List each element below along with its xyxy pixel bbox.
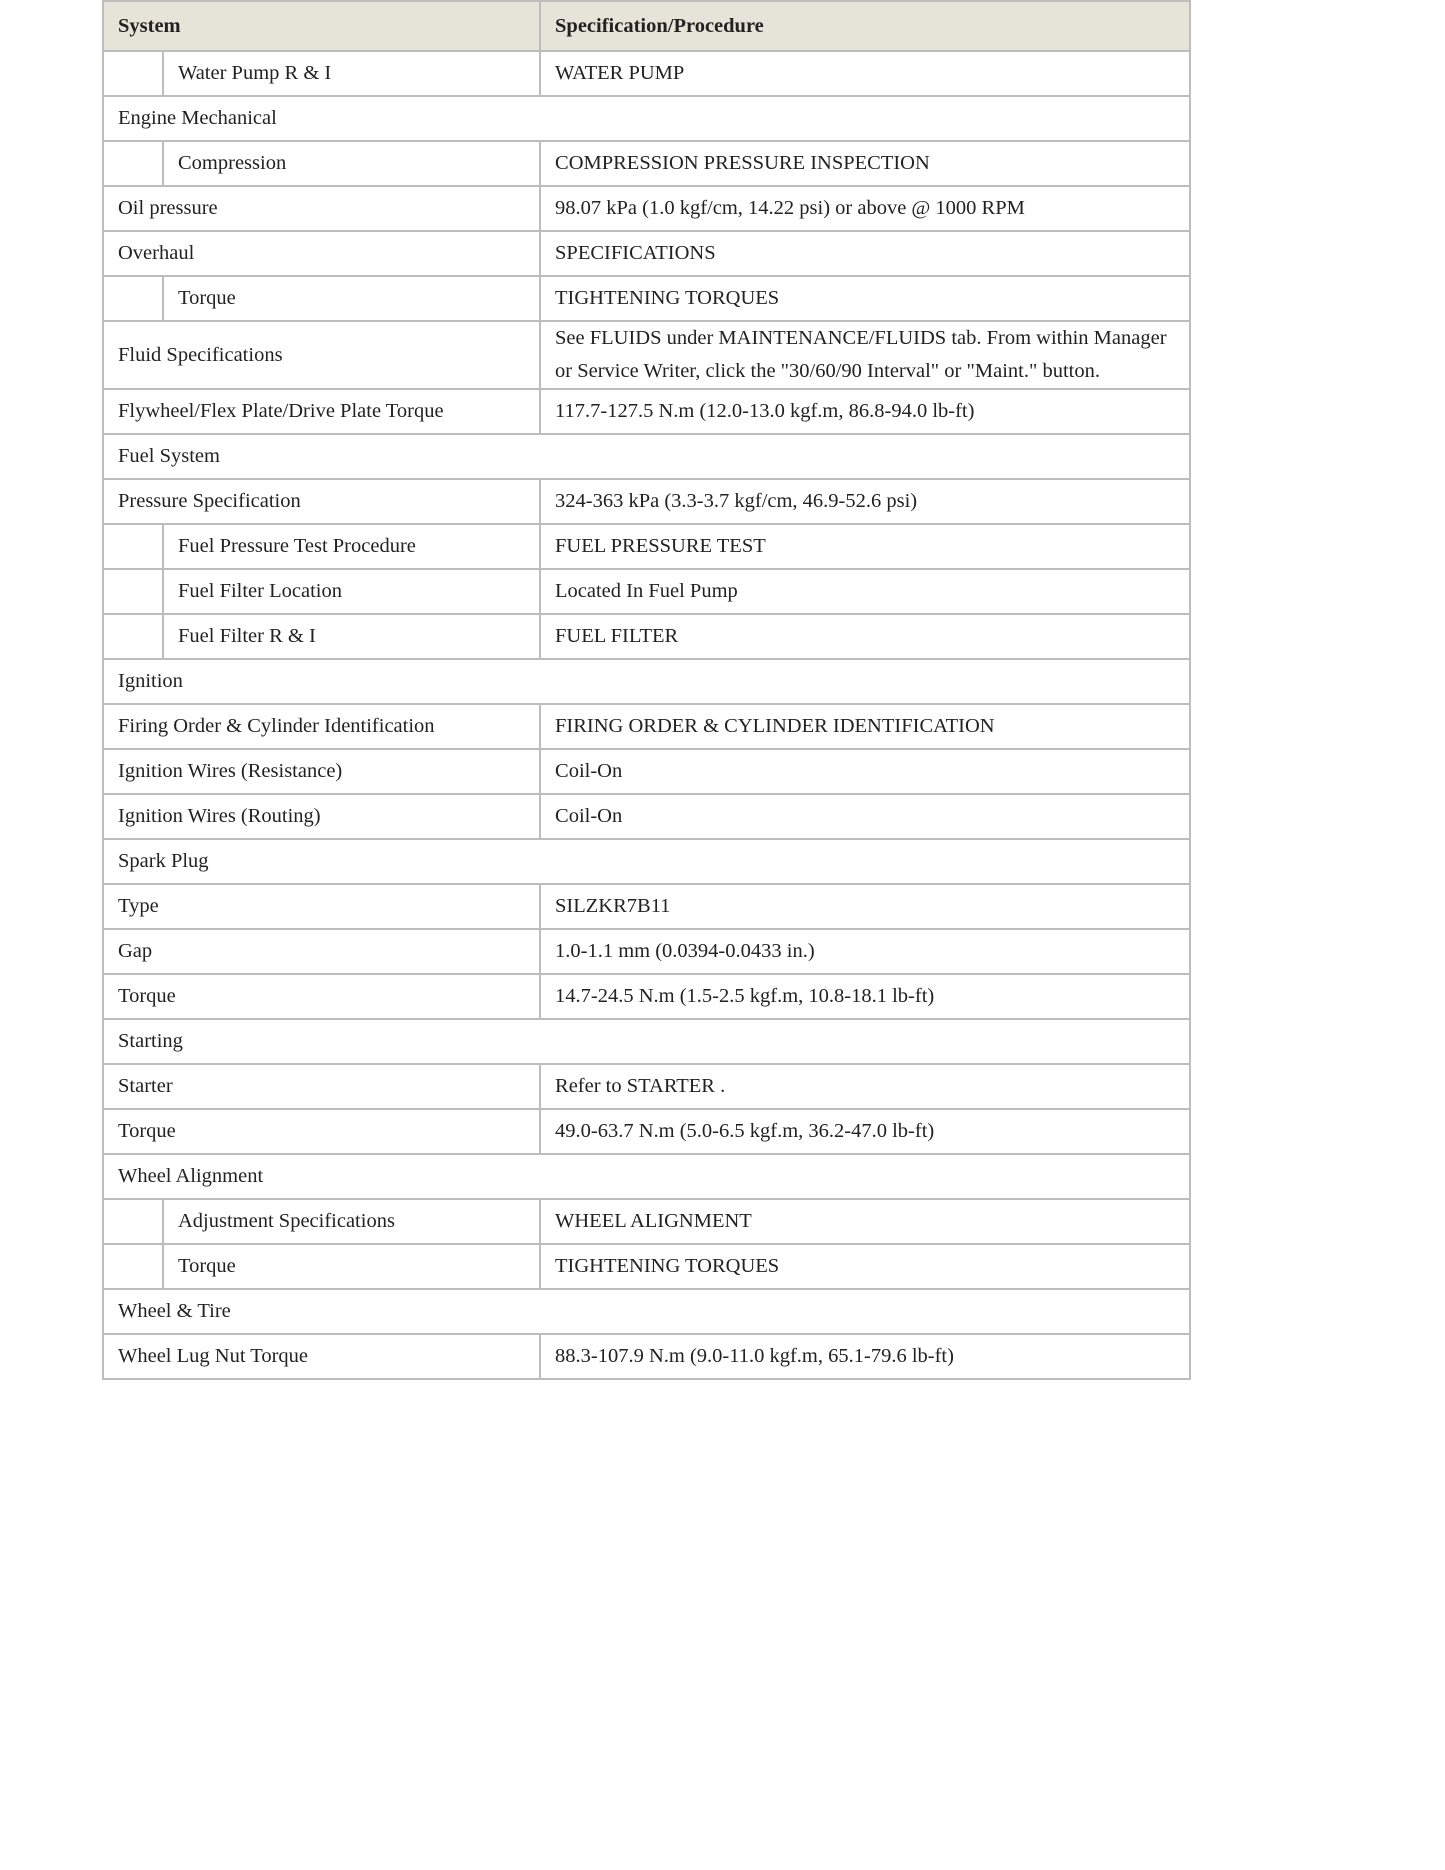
- row-value: WHEEL ALIGNMENT: [540, 1199, 1190, 1244]
- table-row: [103, 704, 1190, 749]
- indent-spacer: [103, 141, 163, 186]
- row-label: Oil pressure: [103, 186, 540, 231]
- row-value: 117.7-127.5 N.m (12.0-13.0 kgf.m, 86.8-94.0 lb-ft): [540, 389, 1190, 434]
- row-value: See FLUIDS under MAINTENANCE/FLUIDS tab. From within Manager or Service Writer, click the "30/60/90 Interval" or "Maint." button.: [540, 321, 1190, 389]
- section-title: Wheel & Tire: [103, 1289, 1190, 1334]
- section-row: [103, 1154, 1190, 1199]
- row-value: 98.07 kPa (1.0 kgf/cm, 14.22 psi) or above @ 1000 RPM: [540, 186, 1190, 231]
- row-value: FIRING ORDER & CYLINDER IDENTIFICATION: [540, 704, 1190, 749]
- row-label: Water Pump R & I: [163, 51, 540, 96]
- row-label: Compression: [163, 141, 540, 186]
- indent-spacer: [103, 276, 163, 321]
- row-value: 88.3-107.9 N.m (9.0-11.0 kgf.m, 65.1-79.6 lb-ft): [540, 1334, 1190, 1379]
- row-value: COMPRESSION PRESSURE INSPECTION: [540, 141, 1190, 186]
- section-title: Wheel Alignment: [103, 1154, 1190, 1199]
- row-label: Wheel Lug Nut Torque: [103, 1334, 540, 1379]
- table-row: [103, 1064, 1190, 1109]
- row-label: Type: [103, 884, 540, 929]
- row-label: Adjustment Specifications: [163, 1199, 540, 1244]
- table-body: [103, 51, 1190, 1379]
- row-value: 1.0-1.1 mm (0.0394-0.0433 in.): [540, 929, 1190, 974]
- section-title: Starting: [103, 1019, 1190, 1064]
- indent-spacer: [103, 1244, 163, 1289]
- indent-spacer: [103, 1199, 163, 1244]
- table-row: [103, 276, 1190, 321]
- section-row: [103, 96, 1190, 141]
- row-value: SILZKR7B11: [540, 884, 1190, 929]
- table-row: [103, 524, 1190, 569]
- table-row: [103, 1334, 1190, 1379]
- row-label: Fuel Filter Location: [163, 569, 540, 614]
- header-specification: Specification/Procedure: [540, 1, 1190, 51]
- row-label: Fluid Specifications: [103, 321, 540, 389]
- table-row: [103, 51, 1190, 96]
- row-label: Pressure Specification: [103, 479, 540, 524]
- section-title: Engine Mechanical: [103, 96, 1190, 141]
- table-row: [103, 929, 1190, 974]
- row-label: Torque: [103, 1109, 540, 1154]
- table-row: [103, 479, 1190, 524]
- indent-spacer: [103, 524, 163, 569]
- indent-spacer: [103, 569, 163, 614]
- row-value: FUEL PRESSURE TEST: [540, 524, 1190, 569]
- table-row: [103, 1244, 1190, 1289]
- row-value: Refer to STARTER .: [540, 1064, 1190, 1109]
- row-label: Torque: [103, 974, 540, 1019]
- table-row: [103, 141, 1190, 186]
- row-label: Torque: [163, 276, 540, 321]
- table-row: [103, 614, 1190, 659]
- row-label: Fuel Filter R & I: [163, 614, 540, 659]
- table-row: [103, 569, 1190, 614]
- row-value: 14.7-24.5 N.m (1.5-2.5 kgf.m, 10.8-18.1 lb-ft): [540, 974, 1190, 1019]
- section-row: [103, 434, 1190, 479]
- row-label: Firing Order & Cylinder Identification: [103, 704, 540, 749]
- table-header-row: [103, 1, 1190, 51]
- section-row: [103, 839, 1190, 884]
- row-label: Fuel Pressure Test Procedure: [163, 524, 540, 569]
- section-title: Spark Plug: [103, 839, 1190, 884]
- row-value: WATER PUMP: [540, 51, 1190, 96]
- table-row: [103, 974, 1190, 1019]
- row-value: 324-363 kPa (3.3-3.7 kgf/cm, 46.9-52.6 psi): [540, 479, 1190, 524]
- table-row: [103, 321, 1190, 389]
- section-row: [103, 1289, 1190, 1334]
- row-label: Ignition Wires (Routing): [103, 794, 540, 839]
- row-label: Flywheel/Flex Plate/Drive Plate Torque: [103, 389, 540, 434]
- table-row: [103, 749, 1190, 794]
- table-row: [103, 1109, 1190, 1154]
- indent-spacer: [103, 51, 163, 96]
- specifications-table: [102, 0, 1191, 1380]
- row-value: Located In Fuel Pump: [540, 569, 1190, 614]
- row-label: Overhaul: [103, 231, 540, 276]
- table-row: [103, 186, 1190, 231]
- row-label: Gap: [103, 929, 540, 974]
- indent-spacer: [103, 614, 163, 659]
- table-row: [103, 231, 1190, 276]
- header-system: System: [103, 1, 540, 51]
- table-row: [103, 794, 1190, 839]
- row-value: Coil-On: [540, 749, 1190, 794]
- row-value: SPECIFICATIONS: [540, 231, 1190, 276]
- table-row: [103, 884, 1190, 929]
- row-label: Torque: [163, 1244, 540, 1289]
- row-label: Starter: [103, 1064, 540, 1109]
- row-label: Ignition Wires (Resistance): [103, 749, 540, 794]
- section-title: Fuel System: [103, 434, 1190, 479]
- table-row: [103, 389, 1190, 434]
- row-value: FUEL FILTER: [540, 614, 1190, 659]
- row-value: Coil-On: [540, 794, 1190, 839]
- section-row: [103, 659, 1190, 704]
- row-value: TIGHTENING TORQUES: [540, 1244, 1190, 1289]
- row-value: 49.0-63.7 N.m (5.0-6.5 kgf.m, 36.2-47.0 lb-ft): [540, 1109, 1190, 1154]
- row-value: TIGHTENING TORQUES: [540, 276, 1190, 321]
- section-title: Ignition: [103, 659, 1190, 704]
- table-row: [103, 1199, 1190, 1244]
- section-row: [103, 1019, 1190, 1064]
